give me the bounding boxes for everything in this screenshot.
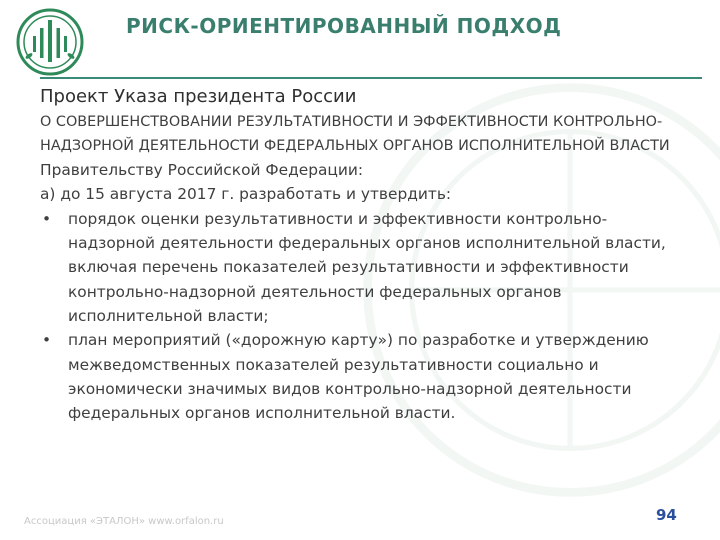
bullet-icon: • (42, 209, 52, 228)
page-number: 94 (656, 506, 677, 524)
page-title: РИСК-ОРИЕНТИРОВАННЫЙ ПОДХОД (126, 14, 562, 38)
list-item-text: порядок оценки результативности и эффективности контрольно-надзорной деятельности федеральных органов исполнительной власти, включая перечень показателей результативности и эффективности контрольно-надзорной деятельности федеральных органов исполнительной власти; (68, 209, 666, 325)
list-item-text: план мероприятий («дорожную карту») по разработке и утверждению межведомственных показателей результативности социально и экономически значимых видов контрольно-надзорной деятельности федеральных органов исполнительной власти. (68, 331, 649, 423)
list-item (40, 207, 690, 328)
decree-title: О СОВЕРШЕНСТВОВАНИИ РЕЗУЛЬТАТИВНОСТИ И ЭФФЕКТИВНОСТИ КОНТРОЛЬНО-НАДЗОРНОЙ ДЕЯТЕЛЬНОСТИ ФЕДЕРАЛЬНЫХ ОРГАНОВ ИСПОЛНИТЕЛЬНОЙ ВЛАСТИ (40, 114, 670, 154)
slide-content (40, 85, 690, 425)
decree-subtitle: Проект Указа президента России (40, 86, 357, 107)
wreath-emblem-icon (16, 8, 84, 76)
instruction-text: а) до 15 августа 2017 г. разработать и утвердить: (40, 185, 452, 204)
bullet-icon: • (42, 331, 52, 350)
addressee-text: Правительству Российской Федерации: (40, 161, 364, 180)
instruction-list (40, 207, 690, 426)
footer-association: Ассоциация «ЭТАЛОН» www.orfalon.ru (24, 516, 224, 527)
list-item (40, 328, 690, 425)
